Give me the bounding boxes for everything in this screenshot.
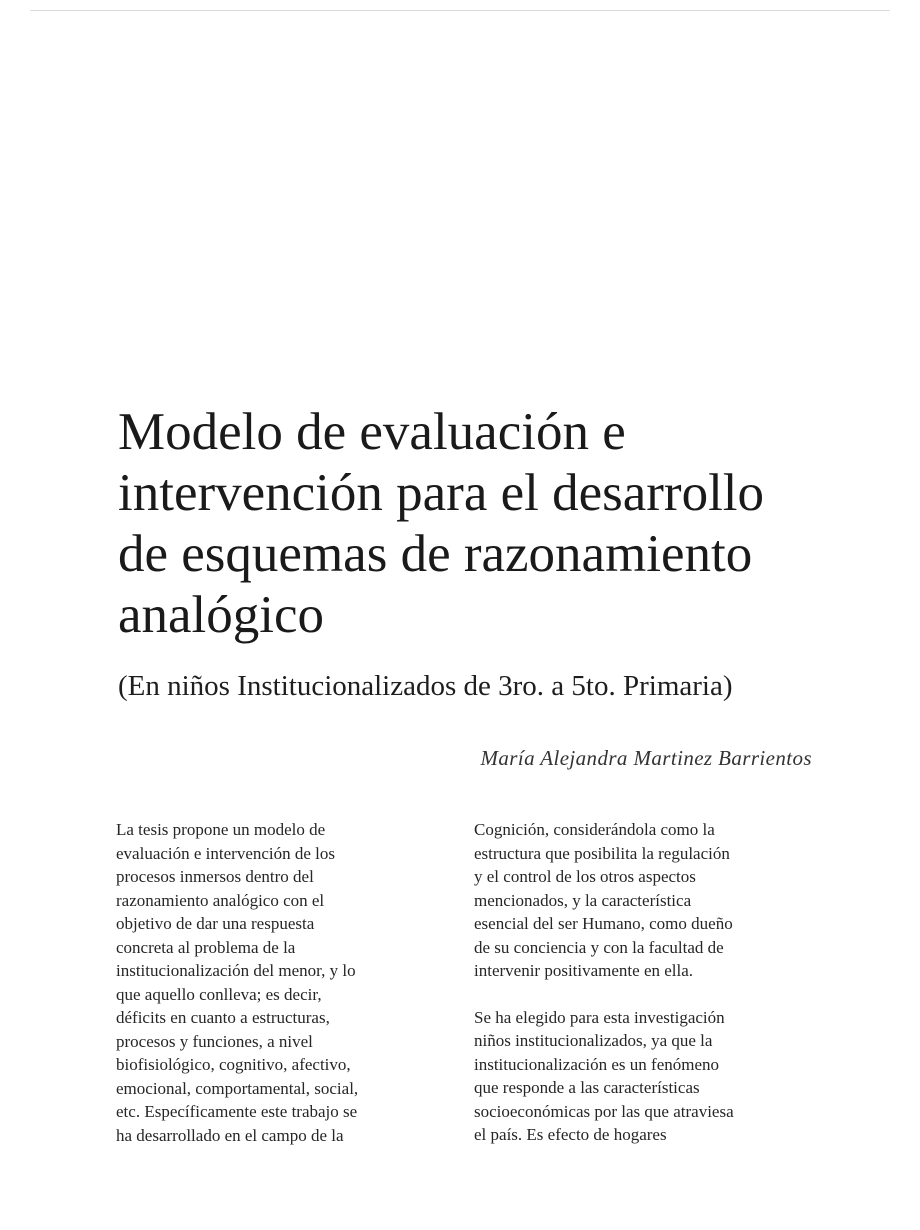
body-line: Se ha elegido para esta investigación — [474, 1007, 725, 1027]
body-line: niños institucionalizados, ya que la — [474, 1031, 713, 1050]
body-column-left — [116, 818, 446, 1147]
body-line: objetivo de dar una respuesta — [116, 914, 315, 933]
body-line: biofisiológico, cognitivo, afectivo, — [116, 1055, 351, 1074]
body-line: que responde a las características — [474, 1078, 700, 1097]
body-column-right — [474, 818, 834, 1147]
body-line: mencionados, y la característica — [474, 890, 692, 910]
body-line: y el control de los otros aspectos — [474, 867, 696, 886]
body-line: esencial del ser Humano, como dueño — [474, 914, 733, 933]
body-line: La tesis propone un modelo de — [116, 820, 326, 839]
body-line: concreta al problema de la — [116, 937, 296, 957]
paragraph-gap — [474, 983, 834, 1006]
top-edge-rule — [30, 10, 890, 11]
body-line: estructura que posibilita la regulación — [474, 843, 730, 863]
body-line: que aquello conlleva; es decir, — [116, 984, 322, 1004]
paragraph — [474, 818, 834, 983]
body-line: institucionalización del menor, y lo — [116, 961, 356, 980]
body-line: evaluación e intervención de los — [116, 843, 336, 863]
body-line: socioeconómicas por las que atraviesa — [474, 1101, 734, 1121]
body-line: emocional, comportamental, social, — [116, 1078, 359, 1098]
title-line: analógico — [118, 586, 325, 644]
body-line: intervenir positivamente en ella. — [474, 961, 694, 980]
article-title — [118, 402, 838, 646]
body-line: institucionalización es un fenómeno — [474, 1054, 720, 1074]
body-line: ha desarrollado en el campo de la — [116, 1125, 344, 1145]
body-line: Cognición, considerándola como la — [474, 820, 715, 839]
body-line: el país. Es efecto de hogares — [474, 1125, 667, 1144]
body-line: procesos y funciones, a nivel — [116, 1031, 313, 1051]
title-line: Modelo de evaluación e — [118, 403, 626, 461]
body-line: procesos inmersos dentro del — [116, 867, 314, 886]
body-line: de su conciencia y con la facultad de — [474, 937, 724, 957]
body-line: déficits en cuanto a estructuras, — [116, 1008, 330, 1027]
author-name: María Alejandra Martinez Barrientos — [480, 746, 812, 770]
title-line: intervención para el desarrollo — [118, 464, 765, 522]
article-subtitle: (En niños Institucionalizados de 3ro. a 5to. Primaria) — [118, 670, 733, 702]
body-line: etc. Específicamente este trabajo se — [116, 1102, 358, 1121]
paragraph — [474, 1006, 834, 1147]
title-line: de esquemas de razonamiento — [118, 525, 753, 583]
body-line: razonamiento analógico con el — [116, 890, 325, 910]
